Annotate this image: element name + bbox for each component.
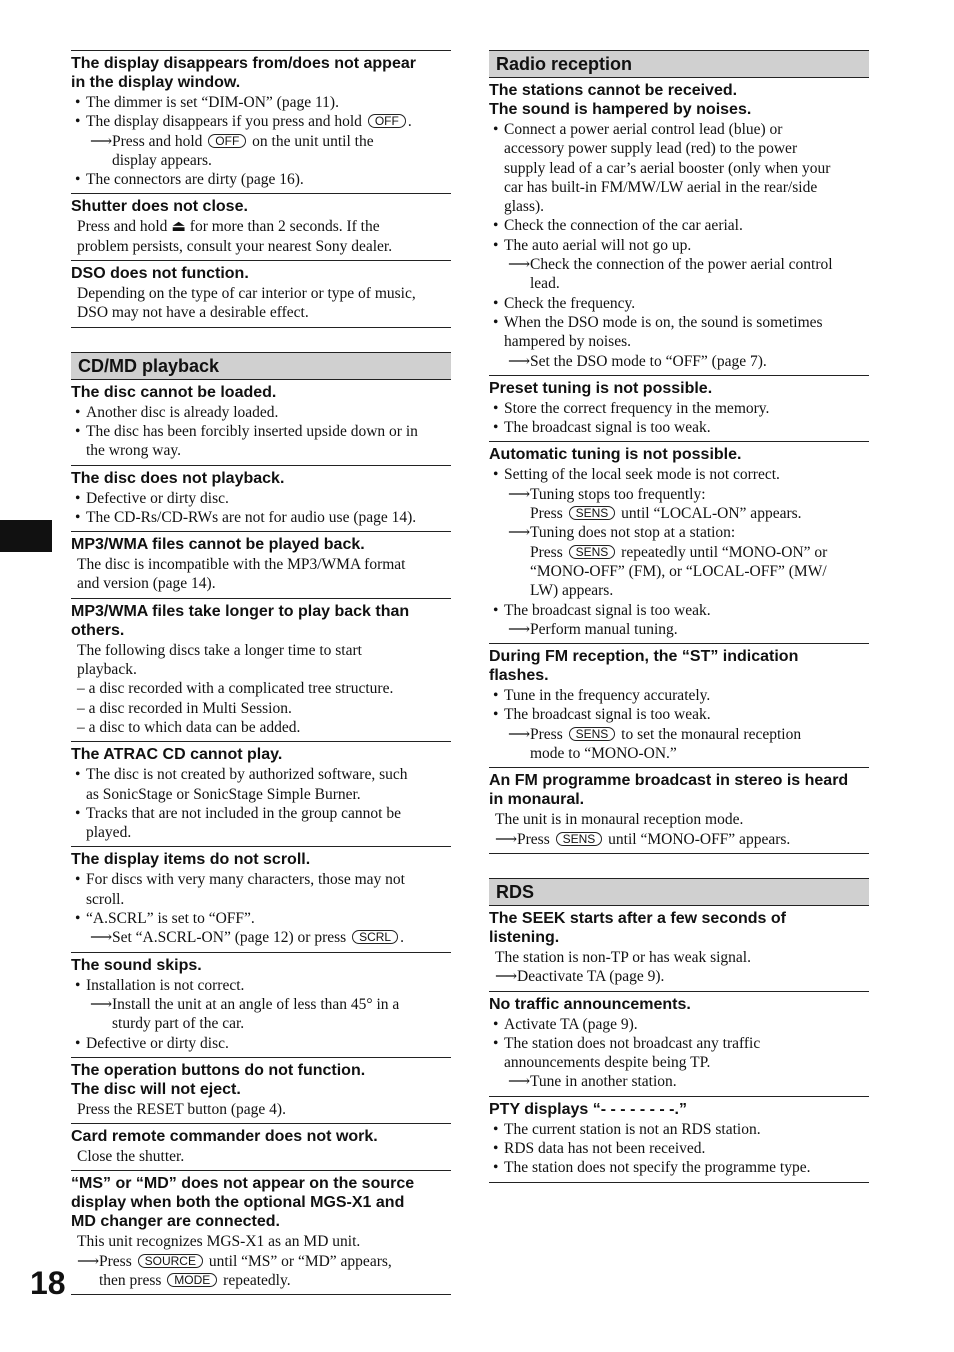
line-text: The CD-Rs/CD-RWs are not for audio use (page 14). — [86, 508, 417, 526]
side-tab-marker — [0, 520, 52, 552]
troubleshooting-entry — [71, 50, 451, 193]
entry-heading — [71, 535, 451, 554]
entry-paragraph-line — [71, 641, 451, 660]
entry-heading — [71, 383, 451, 402]
line-text: Press the RESET button (page 4). — [77, 1100, 286, 1118]
troubleshooting-entry — [71, 380, 451, 465]
arrow-right-icon: ⟶ — [495, 968, 518, 986]
line-text: Tune in another station. — [530, 1073, 677, 1091]
right-column — [489, 50, 869, 1183]
line-text: “MONO-OFF” (FM), or “LOCAL-OFF” (MW/ — [530, 562, 827, 580]
bullet-item — [71, 93, 451, 112]
bullet-item — [71, 422, 451, 441]
line-text: . — [400, 929, 404, 947]
line-text: – a disc recorded with a complicated tree structure. — [77, 680, 394, 698]
arrow-right-icon: ⟶ — [508, 485, 531, 503]
arrow-right-icon: ⟶ — [90, 995, 113, 1013]
line-text: The broadcast signal is too weak. — [504, 601, 711, 619]
entry-paragraph-line — [71, 660, 451, 679]
solution-continuation — [489, 581, 869, 600]
entry-paragraph-line — [71, 574, 451, 593]
entry-heading — [489, 81, 869, 119]
entry-heading-line: MP3/WMA files cannot be played back. — [71, 536, 365, 554]
entry-heading-line: display when both the optional MGS-X1 and — [71, 1194, 405, 1212]
solution-step — [489, 830, 869, 849]
solution-step — [71, 995, 451, 1014]
solution-step — [71, 1252, 451, 1271]
line-text: This unit recognizes MGS-X1 as an MD unit. — [77, 1233, 361, 1251]
line-text: When the DSO mode is on, the sound is sometimes — [504, 313, 823, 331]
bullet-item — [489, 1034, 869, 1053]
bullet-item — [489, 120, 869, 139]
entry-heading — [489, 647, 869, 685]
entry-heading-line: flashes. — [489, 667, 549, 685]
entry-heading-line: Shutter does not close. — [71, 198, 248, 216]
bullet-item — [489, 1139, 869, 1158]
line-text: Tuning does not stop at a station: — [530, 524, 736, 542]
troubleshooting-entry — [489, 78, 869, 375]
entry-heading-line: Card remote commander does not work. — [71, 1128, 378, 1146]
entry-heading-line: The display disappears from/does not appear — [71, 55, 416, 72]
entry-heading-line: The disc does not playback. — [71, 469, 285, 487]
solution-step — [489, 523, 869, 542]
troubleshooting-entry — [71, 1123, 451, 1170]
line-text: sturdy part of the car. — [112, 1015, 245, 1033]
entry-heading — [71, 1174, 451, 1231]
solution-continuation — [489, 543, 869, 562]
entry-heading-line: The operation buttons do not function. — [71, 1061, 366, 1079]
line-text: The following discs take a longer time to start — [77, 641, 362, 659]
entry-heading — [71, 602, 451, 640]
solution-continuation — [71, 1271, 451, 1290]
line-text: Tracks that are not included in the group cannot be — [86, 804, 401, 822]
line-text: – a disc to which data can be added. — [77, 718, 301, 736]
bullet-item — [489, 1015, 869, 1034]
line-text: The current station is not an RDS station. — [504, 1120, 761, 1138]
arrow-right-icon: ⟶ — [508, 725, 531, 743]
dash-list-item — [71, 718, 451, 737]
section-spacer — [489, 854, 869, 878]
line-text: The connectors are dirty (page 16). — [86, 171, 304, 189]
line-text: DSO may not have a desirable effect. — [77, 304, 309, 322]
entry-heading-line: Preset tuning is not possible. — [489, 379, 713, 397]
line-text: as SonicStage or SonicStage Simple Burner. — [86, 785, 361, 803]
entry-paragraph-line — [71, 1232, 451, 1251]
section-spacer — [71, 328, 451, 352]
line-text: to set the monaural reception — [617, 725, 802, 743]
line-text: Setting of the local seek mode is not correct. — [504, 466, 780, 484]
entry-heading — [489, 995, 869, 1014]
line-text: car has built-in FM/MW/LW aerial in the rear/side — [504, 178, 818, 196]
bullet-item — [71, 765, 451, 784]
bullet-item — [71, 976, 451, 995]
solution-step — [489, 255, 869, 274]
line-text: the wrong way. — [86, 442, 181, 460]
solution-continuation — [489, 504, 869, 523]
troubleshooting-entry — [71, 846, 451, 951]
troubleshooting-entry — [71, 193, 451, 260]
line-text: Check the frequency. — [504, 294, 636, 312]
entry-paragraph-line — [71, 284, 451, 303]
line-text: Depending on the type of car interior or type of music, — [77, 285, 416, 303]
line-text: The auto aerial will not go up. — [504, 236, 692, 254]
line-text: The station is non-TP or has weak signal. — [495, 948, 751, 966]
line-text: until “MONO-OFF” appears. — [604, 830, 791, 848]
entry-heading-line: The sound skips. — [71, 956, 202, 974]
line-text: Close the shutter. — [77, 1148, 185, 1166]
bullet-item — [489, 313, 869, 332]
line-text: then press — [99, 1271, 166, 1289]
line-text: The display disappears if you press and hold — [86, 113, 366, 131]
bullet-continuation — [71, 823, 451, 842]
line-text: Install the unit at an angle of less than 45° in a — [112, 995, 400, 1013]
bullet-item — [489, 294, 869, 313]
troubleshooting-entry — [71, 465, 451, 532]
troubleshooting-entry — [489, 991, 869, 1096]
line-text: The unit is in monaural reception mode. — [495, 811, 744, 829]
entry-heading-line: PTY displays “- - - - - - - -.” — [489, 1100, 687, 1118]
line-text: Tune in the frequency accurately. — [504, 687, 711, 705]
page-number: 18 — [30, 1265, 66, 1301]
entry-heading-line: The sound is hampered by noises. — [489, 101, 752, 118]
entry-heading-line: During FM reception, the “ST” indication — [489, 648, 799, 666]
entry-heading — [71, 850, 451, 869]
line-text: announcements despite being TP. — [504, 1054, 711, 1072]
troubleshooting-entry — [489, 906, 869, 991]
line-text: Set the DSO mode to “OFF” (page 7). — [530, 352, 767, 370]
solution-step — [489, 352, 869, 371]
bullet-item — [489, 399, 869, 418]
entry-heading — [489, 909, 869, 947]
sens-button-label: SENS — [569, 545, 616, 559]
entry-heading-line: The ATRAC CD cannot play. — [71, 746, 283, 764]
line-text: Press — [530, 543, 567, 561]
section-header-rds: RDS — [489, 878, 869, 906]
solution-step — [489, 967, 869, 986]
entry-heading — [71, 956, 451, 975]
line-text: Perform manual tuning. — [530, 620, 678, 638]
line-text: Press — [530, 725, 567, 743]
solution-step — [489, 725, 869, 744]
line-text: until “LOCAL-ON” appears. — [617, 505, 802, 523]
line-text: Press and hold ⏏ for more than 2 seconds. If the — [77, 218, 380, 236]
solution-continuation — [71, 1014, 451, 1033]
bullet-item — [71, 804, 451, 823]
entry-paragraph-line — [71, 237, 451, 256]
entry-heading-line: others. — [71, 621, 125, 639]
line-text: supply lead of a car’s aerial booster (only when your — [504, 159, 831, 177]
entry-heading-line: MD changer are connected. — [71, 1213, 280, 1231]
entry-heading-line: Automatic tuning is not possible. — [489, 446, 742, 464]
bullet-continuation — [489, 1053, 869, 1072]
sens-button-label: SENS — [556, 832, 603, 846]
entry-heading — [489, 445, 869, 464]
solution-continuation — [489, 274, 869, 293]
entry-heading-line: The disc cannot be loaded. — [71, 383, 277, 401]
line-text: Press — [530, 505, 567, 523]
bullet-item — [489, 465, 869, 484]
arrow-right-icon: ⟶ — [508, 1073, 531, 1091]
entry-paragraph-line — [71, 555, 451, 574]
line-text: Set “A.SCRL-ON” (page 12) or press — [112, 929, 351, 947]
left-column — [71, 50, 451, 1295]
line-text: until “MS” or “MD” appears, — [204, 1252, 392, 1270]
troubleshooting-entry — [489, 375, 869, 442]
entry-heading-line: in monaural. — [489, 791, 585, 809]
entry-heading — [71, 197, 451, 216]
entry-heading — [489, 1100, 869, 1119]
line-text: Press — [99, 1252, 136, 1270]
bullet-continuation — [489, 197, 869, 216]
line-text: repeatedly until “MONO-ON” or — [617, 543, 828, 561]
solution-step — [489, 620, 869, 639]
troubleshooting-entry — [71, 598, 451, 741]
line-text: “A.SCRL” is set to “OFF”. — [86, 910, 255, 928]
line-text: Defective or dirty disc. — [86, 489, 229, 507]
entry-heading-line: No traffic announcements. — [489, 995, 691, 1013]
line-text: Activate TA (page 9). — [504, 1015, 638, 1033]
troubleshooting-entry — [71, 952, 451, 1057]
line-text: repeatedly. — [219, 1271, 291, 1289]
entry-heading-line: DSO does not function. — [71, 265, 249, 283]
bullet-item — [71, 403, 451, 422]
line-text: Check the connection of the car aerial. — [504, 217, 743, 235]
solution-continuation — [71, 151, 451, 170]
entry-heading — [71, 745, 451, 764]
line-text: The disc has been forcibly inserted upside down or in — [86, 422, 418, 440]
line-text: hampered by noises. — [504, 333, 631, 351]
solution-step — [489, 485, 869, 504]
line-text: Press — [517, 830, 554, 848]
bullet-continuation — [71, 890, 451, 909]
line-text: Another disc is already loaded. — [86, 403, 279, 421]
line-text: accessory power supply lead (red) to the power — [504, 140, 798, 158]
entry-heading-line: The SEEK starts after a few seconds of — [489, 909, 786, 927]
solution-continuation — [489, 562, 869, 581]
line-text: The broadcast signal is too weak. — [504, 706, 711, 724]
entry-paragraph-line — [71, 217, 451, 236]
line-text: playback. — [77, 661, 137, 679]
bullet-item — [71, 909, 451, 928]
bullet-item — [489, 1158, 869, 1177]
line-text: played. — [86, 824, 132, 842]
line-text: Defective or dirty disc. — [86, 1034, 229, 1052]
section-header-radio-reception: Radio reception — [489, 50, 869, 78]
arrow-right-icon: ⟶ — [495, 830, 518, 848]
line-text: scroll. — [86, 890, 125, 908]
line-text: The station does not broadcast any traffic — [504, 1034, 761, 1052]
line-text: – a disc recorded in Multi Session. — [77, 699, 292, 717]
bullet-continuation — [71, 441, 451, 460]
entry-heading-line: The disc will not eject. — [71, 1080, 241, 1098]
entry-heading — [71, 469, 451, 488]
entry-heading — [71, 264, 451, 283]
line-text: The disc is incompatible with the MP3/WMA format — [77, 556, 406, 574]
arrow-right-icon: ⟶ — [508, 256, 531, 274]
sens-button-label: SENS — [569, 727, 616, 741]
entry-heading — [71, 54, 451, 92]
entry-heading-line: An FM programme broadcast in stereo is heard — [489, 772, 849, 790]
line-text: . — [407, 113, 412, 131]
scrl-button-label: SCRL — [352, 930, 398, 944]
troubleshooting-entry — [71, 741, 451, 846]
entry-paragraph-line — [489, 948, 869, 967]
line-text: Tuning stops too frequently: — [530, 485, 706, 503]
entry-heading-line: listening. — [489, 928, 560, 946]
entry-heading-line: “MS” or “MD” does not appear on the source — [71, 1175, 415, 1193]
dash-list-item — [71, 679, 451, 698]
bullet-continuation — [489, 159, 869, 178]
dash-list-item — [71, 699, 451, 718]
line-text: For discs with very many characters, those may not — [86, 871, 405, 889]
line-text: lead. — [530, 275, 560, 293]
troubleshooting-entry — [71, 260, 451, 328]
line-text: Check the connection of the power aerial control — [530, 256, 833, 274]
line-text: display appears. — [112, 151, 212, 169]
arrow-right-icon: ⟶ — [508, 524, 531, 542]
bullet-item — [71, 508, 451, 527]
solution-step — [489, 1072, 869, 1091]
entry-heading — [489, 771, 869, 809]
entry-heading — [71, 1061, 451, 1099]
bullet-item — [489, 705, 869, 724]
bullet-item — [489, 216, 869, 235]
entry-paragraph-line — [489, 810, 869, 829]
bullet-item — [71, 112, 451, 131]
bullet-item — [489, 418, 869, 437]
line-text: The dimmer is set “DIM-ON” (page 11). — [86, 94, 339, 111]
solution-continuation — [489, 744, 869, 763]
bullet-item — [71, 870, 451, 889]
section-header-cd-md-playback: CD/MD playback — [71, 352, 451, 380]
line-text: RDS data has not been received. — [504, 1139, 706, 1157]
troubleshooting-entry — [489, 1096, 869, 1183]
bullet-continuation — [71, 785, 451, 804]
bullet-item — [489, 236, 869, 255]
bullet-item — [489, 1120, 869, 1139]
troubleshooting-entry — [489, 441, 869, 643]
troubleshooting-entry — [489, 767, 869, 854]
solution-step — [71, 928, 451, 947]
entry-heading-line: The stations cannot be received. — [489, 82, 738, 99]
bullet-item — [71, 170, 451, 189]
line-text: and version (page 14). — [77, 575, 216, 593]
bullet-continuation — [489, 139, 869, 158]
arrow-right-icon: ⟶ — [508, 620, 531, 638]
entry-heading — [489, 379, 869, 398]
bullet-item — [71, 1034, 451, 1053]
sens-button-label: SENS — [569, 506, 616, 520]
entry-paragraph-line — [71, 1100, 451, 1119]
entry-heading-line: in the display window. — [71, 74, 241, 91]
arrow-right-icon: ⟶ — [90, 929, 113, 947]
bullet-continuation — [489, 332, 869, 351]
line-text: Press and hold — [112, 132, 207, 150]
off-button-label: OFF — [208, 134, 246, 148]
line-text: glass). — [504, 198, 545, 216]
entry-paragraph-line — [71, 303, 451, 322]
entry-heading — [71, 1127, 451, 1146]
line-text: problem persists, consult your nearest Sony dealer. — [77, 237, 393, 255]
troubleshooting-entry — [489, 643, 869, 767]
entry-heading-line: MP3/WMA files take longer to play back than — [71, 602, 410, 620]
source-button-label: SOURCE — [138, 1254, 203, 1268]
line-text: The disc is not created by authorized software, such — [86, 766, 408, 784]
line-text: Connect a power aerial control lead (blue) or — [504, 121, 783, 138]
line-text: The broadcast signal is too weak. — [504, 419, 711, 437]
mode-button-label: MODE — [167, 1273, 217, 1287]
line-text: Store the correct frequency in the memory. — [504, 399, 770, 417]
arrow-right-icon: ⟶ — [508, 352, 531, 370]
line-text: Installation is not correct. — [86, 976, 245, 994]
bullet-item — [489, 686, 869, 705]
line-text: Deactivate TA (page 9). — [517, 968, 665, 986]
bullet-continuation — [489, 178, 869, 197]
troubleshooting-entry — [71, 531, 451, 598]
solution-step — [71, 132, 451, 151]
arrow-right-icon: ⟶ — [90, 132, 113, 150]
off-button-label: OFF — [368, 114, 406, 128]
troubleshooting-entry — [71, 1057, 451, 1123]
bullet-item — [489, 601, 869, 620]
line-text: The station does not specify the programme type. — [504, 1159, 811, 1177]
line-text: mode to “MONO-ON.” — [530, 745, 677, 763]
arrow-right-icon: ⟶ — [77, 1252, 100, 1270]
line-text: LW) appears. — [530, 582, 614, 600]
entry-paragraph-line — [71, 1147, 451, 1166]
entry-heading-line: The display items do not scroll. — [71, 851, 311, 869]
line-text: on the unit until the — [248, 132, 374, 150]
troubleshooting-entry — [71, 1170, 451, 1295]
bullet-item — [71, 489, 451, 508]
